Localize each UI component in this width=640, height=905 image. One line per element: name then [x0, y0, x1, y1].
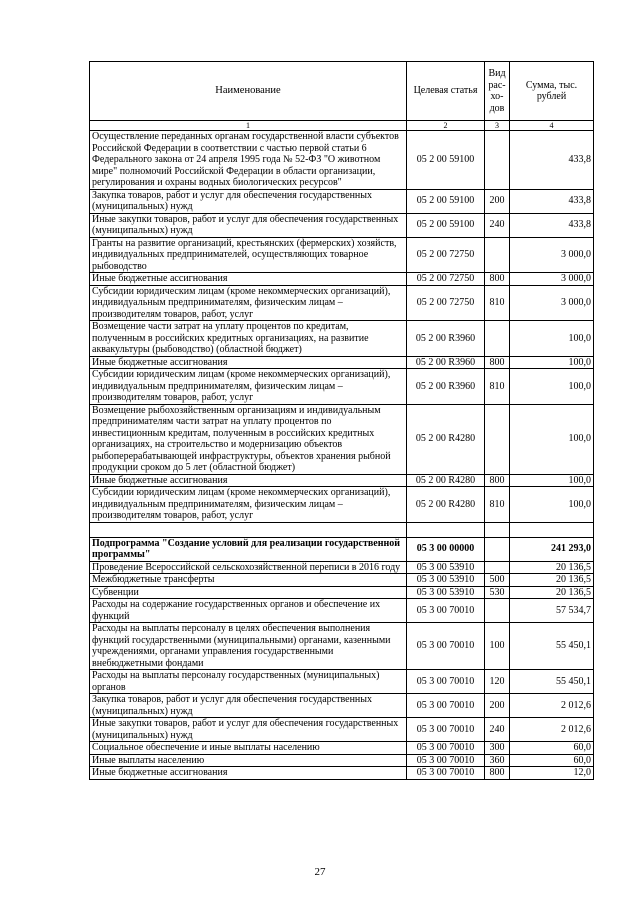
table-row — [90, 404, 594, 474]
budget-table — [89, 61, 594, 780]
row-target-article-cell: 05 3 00 53910 — [407, 574, 485, 587]
row-name-cell: Субсидии юридическим лицам (кроме некоммерческих организаций), индивидуальным предпринимателям, физическим лицам – производителям товаров, работ, услуг — [90, 285, 407, 321]
row-name-cell: Возмещение рыбохозяйственным организациям и индивидуальным предпринимателям части затрат на уплату процентов по инвестиционным кредитам, полученным в российских кредитных организациях, на строительство и модернизацию объектов рыбоперерабатывающей инфраструктуры, объектов хранения рыбной продукции сроком до 5 лет (областной бюджет) — [90, 404, 407, 474]
table-row — [90, 273, 594, 286]
blank-cell — [90, 522, 407, 537]
row-name-cell: Гранты на развитие организаций, крестьянских (фермерских) хозяйств, индивидуальных предпринимателей, осуществляющих товарное рыбоводство — [90, 237, 407, 273]
row-expense-type-cell: 800 — [485, 273, 510, 286]
row-target-article-cell: 05 3 00 53910 — [407, 586, 485, 599]
row-target-article-cell: 05 2 00 59100 — [407, 189, 485, 213]
row-expense-type-cell: 120 — [485, 670, 510, 694]
row-sum-cell: 100,0 — [510, 487, 594, 523]
row-expense-type-cell: 200 — [485, 694, 510, 718]
row-sum-cell: 57 534,7 — [510, 599, 594, 623]
row-sum-cell: 2 012,6 — [510, 718, 594, 742]
row-sum-cell: 2 012,6 — [510, 694, 594, 718]
row-name-cell: Возмещение части затрат на уплату процентов по кредитам, полученным в российских кредитных организациях, на развитие аквакультуры (рыбоводство) (областной бюджет) — [90, 321, 407, 357]
row-target-article-cell: 05 2 00 59100 — [407, 213, 485, 237]
row-sum-cell: 433,8 — [510, 131, 594, 190]
row-target-article-cell: 05 2 00 R4280 — [407, 474, 485, 487]
row-name-cell: Социальное обеспечение и иные выплаты населению — [90, 742, 407, 755]
row-name-cell: Межбюджетные трансферты — [90, 574, 407, 587]
table-row — [90, 237, 594, 273]
row-target-article-cell: 05 2 00 R3960 — [407, 321, 485, 357]
table-row — [90, 574, 594, 587]
header-sum: Сумма, тыс. рублей — [510, 62, 594, 121]
row-target-article-cell: 05 3 00 53910 — [407, 561, 485, 574]
row-name-cell: Иные бюджетные ассигнования — [90, 474, 407, 487]
row-name-cell: Субсидии юридическим лицам (кроме некоммерческих организаций), индивидуальным предпринимателям, физическим лицам – производителям товаров, работ, услуг — [90, 487, 407, 523]
row-target-article-cell: 05 2 00 72750 — [407, 237, 485, 273]
blank-cell — [407, 522, 485, 537]
row-name-cell: Иные выплаты населению — [90, 754, 407, 767]
row-sum-cell: 433,8 — [510, 213, 594, 237]
column-number-row — [90, 121, 594, 131]
row-sum-cell: 60,0 — [510, 754, 594, 767]
row-target-article-cell: 05 3 00 70010 — [407, 670, 485, 694]
table-row — [90, 189, 594, 213]
row-sum-cell: 3 000,0 — [510, 237, 594, 273]
row-expense-type-cell — [485, 321, 510, 357]
row-sum-cell: 3 000,0 — [510, 273, 594, 286]
table-row — [90, 718, 594, 742]
row-expense-type-cell — [485, 404, 510, 474]
table-row — [90, 131, 594, 190]
row-target-article-cell: 05 2 00 R4280 — [407, 404, 485, 474]
row-target-article-cell: 05 2 00 R3960 — [407, 356, 485, 369]
table-row — [90, 742, 594, 755]
table-row — [90, 754, 594, 767]
row-sum-cell: 20 136,5 — [510, 574, 594, 587]
row-expense-type-cell: 240 — [485, 718, 510, 742]
row-sum-cell: 241 293,0 — [510, 537, 594, 561]
row-sum-cell: 55 450,1 — [510, 623, 594, 670]
header-name: Наименование — [90, 62, 407, 121]
row-name-cell: Закупка товаров, работ и услуг для обеспечения государственных (муниципальных) нужд — [90, 189, 407, 213]
row-expense-type-cell: 810 — [485, 369, 510, 405]
row-name-cell: Расходы на выплаты персоналу в целях обеспечения выполнения функций государственными (муниципальными) органами, казенными учреждениями, органами управления государственными внебюджетными фондами — [90, 623, 407, 670]
blank-row — [90, 522, 594, 537]
column-number: 2 — [407, 121, 485, 131]
row-expense-type-cell: 810 — [485, 487, 510, 523]
table-row — [90, 356, 594, 369]
row-expense-type-cell: 800 — [485, 356, 510, 369]
table-row — [90, 767, 594, 780]
row-target-article-cell: 05 2 00 R4280 — [407, 487, 485, 523]
row-name-cell: Закупка товаров, работ и услуг для обеспечения государственных (муниципальных) нужд — [90, 694, 407, 718]
row-expense-type-cell — [485, 131, 510, 190]
row-sum-cell: 433,8 — [510, 189, 594, 213]
row-name-cell: Проведение Всероссийской сельскохозяйственной переписи в 2016 году — [90, 561, 407, 574]
column-number: 1 — [90, 121, 407, 131]
row-target-article-cell: 05 3 00 70010 — [407, 718, 485, 742]
row-sum-cell: 100,0 — [510, 356, 594, 369]
table-row — [90, 537, 594, 561]
row-name-cell: Иные бюджетные ассигнования — [90, 767, 407, 780]
row-sum-cell: 20 136,5 — [510, 586, 594, 599]
table-row — [90, 474, 594, 487]
row-name-cell: Иные бюджетные ассигнования — [90, 356, 407, 369]
table-row — [90, 694, 594, 718]
table-row — [90, 586, 594, 599]
row-expense-type-cell: 530 — [485, 586, 510, 599]
row-target-article-cell: 05 3 00 70010 — [407, 742, 485, 755]
row-sum-cell: 100,0 — [510, 474, 594, 487]
header-target-article: Целевая статья — [407, 62, 485, 121]
row-expense-type-cell: 810 — [485, 285, 510, 321]
row-target-article-cell: 05 3 00 70010 — [407, 694, 485, 718]
header-expense-type: Вид рас- хо- дов — [485, 62, 510, 121]
row-expense-type-cell: 200 — [485, 189, 510, 213]
row-target-article-cell: 05 2 00 R3960 — [407, 369, 485, 405]
table-row — [90, 285, 594, 321]
row-target-article-cell: 05 3 00 70010 — [407, 623, 485, 670]
row-sum-cell: 60,0 — [510, 742, 594, 755]
row-name-cell: Подпрограмма "Создание условий для реализации государственной программы" — [90, 537, 407, 561]
row-sum-cell: 20 136,5 — [510, 561, 594, 574]
row-sum-cell: 12,0 — [510, 767, 594, 780]
table-row — [90, 670, 594, 694]
row-expense-type-cell: 800 — [485, 474, 510, 487]
row-name-cell: Осуществление переданных органам государственной власти субъектов Российской Федерации в соответствии с частью первой статьи 6 Федерального закона от 24 апреля 1995 года № 52-ФЗ "О животном мире" полномочий Российской Федерации в области организации, регулирования и охраны водных биологических ресурсов" — [90, 131, 407, 190]
column-number: 4 — [510, 121, 594, 131]
row-expense-type-cell: 800 — [485, 767, 510, 780]
row-expense-type-cell: 300 — [485, 742, 510, 755]
row-target-article-cell: 05 2 00 72750 — [407, 285, 485, 321]
row-target-article-cell: 05 3 00 70010 — [407, 599, 485, 623]
row-sum-cell: 55 450,1 — [510, 670, 594, 694]
column-number: 3 — [485, 121, 510, 131]
row-name-cell: Расходы на содержание государственных органов и обеспечение их функций — [90, 599, 407, 623]
row-expense-type-cell — [485, 237, 510, 273]
table-row — [90, 487, 594, 523]
row-name-cell: Субсидии юридическим лицам (кроме некоммерческих организаций), индивидуальным предпринимателям, физическим лицам – производителям товаров, работ, услуг — [90, 369, 407, 405]
row-target-article-cell: 05 3 00 70010 — [407, 754, 485, 767]
row-expense-type-cell: 360 — [485, 754, 510, 767]
row-sum-cell: 100,0 — [510, 321, 594, 357]
table-row — [90, 369, 594, 405]
blank-cell — [485, 522, 510, 537]
table-row — [90, 213, 594, 237]
row-target-article-cell: 05 3 00 70010 — [407, 767, 485, 780]
row-expense-type-cell: 500 — [485, 574, 510, 587]
page-number: 27 — [314, 866, 326, 878]
row-target-article-cell: 05 2 00 59100 — [407, 131, 485, 190]
table-row — [90, 599, 594, 623]
row-sum-cell: 3 000,0 — [510, 285, 594, 321]
row-expense-type-cell — [485, 537, 510, 561]
table-header-row — [90, 62, 594, 121]
row-expense-type-cell — [485, 599, 510, 623]
row-sum-cell: 100,0 — [510, 404, 594, 474]
row-target-article-cell: 05 3 00 00000 — [407, 537, 485, 561]
row-name-cell: Расходы на выплаты персоналу государственных (муниципальных) органов — [90, 670, 407, 694]
row-expense-type-cell — [485, 561, 510, 574]
row-name-cell: Субвенции — [90, 586, 407, 599]
row-name-cell: Иные бюджетные ассигнования — [90, 273, 407, 286]
blank-cell — [510, 522, 594, 537]
row-sum-cell: 100,0 — [510, 369, 594, 405]
table-row — [90, 623, 594, 670]
table-row — [90, 321, 594, 357]
row-name-cell: Иные закупки товаров, работ и услуг для обеспечения государственных (муниципальных) нужд — [90, 213, 407, 237]
row-expense-type-cell: 100 — [485, 623, 510, 670]
table-row — [90, 561, 594, 574]
row-target-article-cell: 05 2 00 72750 — [407, 273, 485, 286]
row-name-cell: Иные закупки товаров, работ и услуг для обеспечения государственных (муниципальных) нужд — [90, 718, 407, 742]
row-expense-type-cell: 240 — [485, 213, 510, 237]
